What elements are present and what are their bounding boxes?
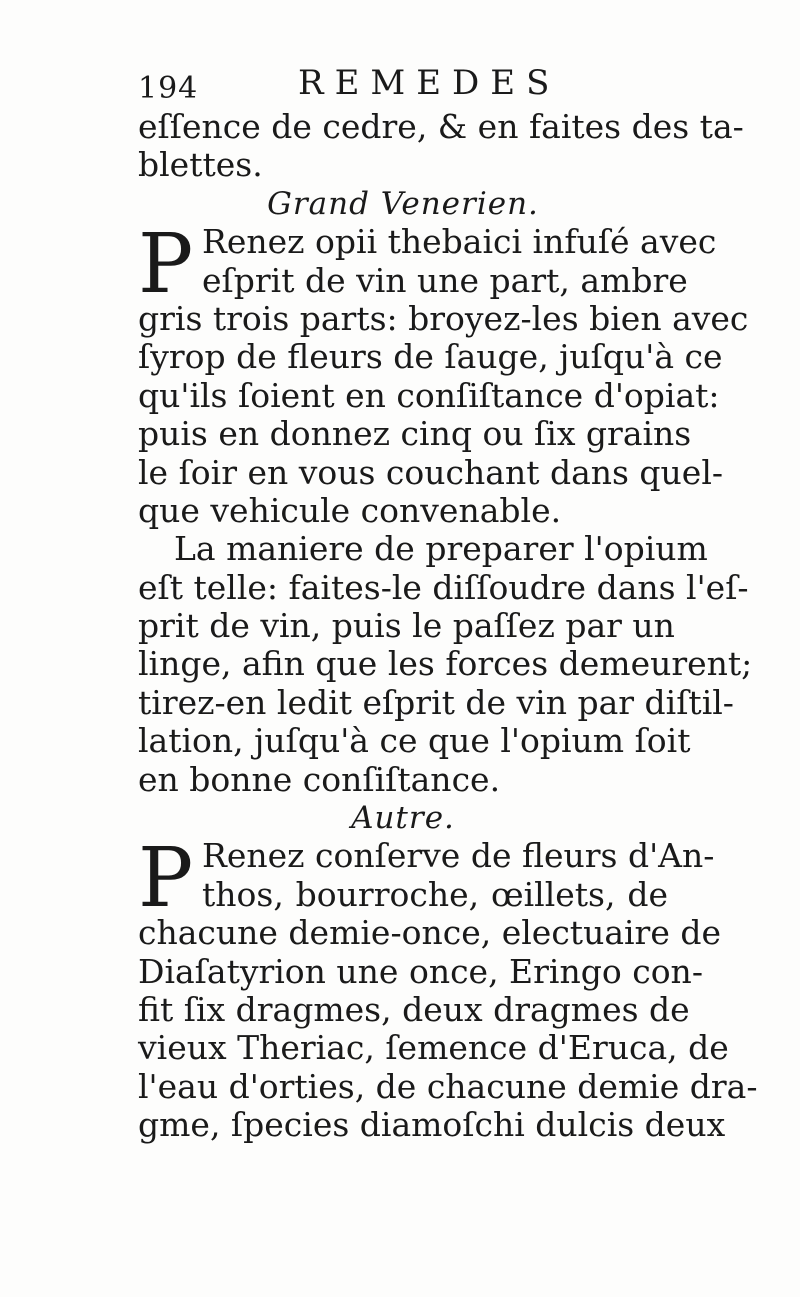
page-number: 194 xyxy=(138,71,199,106)
continuation-paragraph xyxy=(138,107,744,185)
text-line: puis en donnez cinq ou ſix grains xyxy=(138,414,692,454)
text-line: prit de vin, puis le paſſez par un xyxy=(138,606,675,646)
drop-cap: P xyxy=(138,831,194,927)
text-block xyxy=(138,58,758,1145)
text-line: fit ſix dragmes, deux dragmes de xyxy=(138,989,690,1029)
text-line: gris trois parts: broyez-les bien avec xyxy=(138,298,749,338)
text-line: blettes. xyxy=(138,145,263,185)
section-heading-grand-venerien: Grand Venerien. xyxy=(267,185,539,222)
section-heading-autre: Autre. xyxy=(351,800,455,837)
text-line: linge, afin que les forces demeurent; xyxy=(138,644,753,684)
text-line: eſſence de cedre, & en faites des ta- xyxy=(138,107,744,146)
text-line: tirez-en ledit eſprit de vin par diſtil- xyxy=(138,682,734,722)
running-title: REMEDES xyxy=(298,63,561,103)
text-line: qu'ils ſoient en conſiſtance d'opiat: xyxy=(138,375,720,415)
text-line: Renez conſerve de fleurs d'An- xyxy=(202,836,715,876)
text-line: que vehicule convenable. xyxy=(138,490,562,530)
text-line: ſyrop de fleurs de ſauge, juſqu'à ce xyxy=(138,337,723,377)
running-head xyxy=(138,58,668,108)
recipe-paragraph-grand-venerien xyxy=(138,217,749,530)
opium-preparation-paragraph xyxy=(138,529,753,799)
text-line: thos, bourroche, œillets, de xyxy=(202,874,668,914)
text-line: eſt telle: faites-le diſſoudre dans l'eſ- xyxy=(138,567,749,607)
text-line: lation, juſqu'à ce que l'opium ſoit xyxy=(138,721,691,761)
text-line: Diaſatyrion une once, Eringo con- xyxy=(138,951,703,991)
text-line: l'eau d'orties, de chacune demie dra- xyxy=(138,1066,758,1106)
text-line: le ſoir en vous couchant dans quel- xyxy=(138,452,724,492)
drop-cap: P xyxy=(138,217,194,313)
text-line: en bonne conſiſtance. xyxy=(138,759,501,799)
text-line: vieux Theriac, ſemence d'Eruca, de xyxy=(138,1028,729,1068)
text-line: chacune demie-once, electuaire de xyxy=(138,913,721,953)
recipe-paragraph-autre xyxy=(138,831,758,1145)
text-line: gme, ſpecies diamoſchi dulcis deux xyxy=(138,1105,726,1145)
text-line: eſprit de vin une part, ambre xyxy=(202,260,688,300)
text-line: Renez opii thebaici infuſé avec xyxy=(202,222,717,262)
text-line: La maniere de preparer l'opium xyxy=(174,529,708,569)
